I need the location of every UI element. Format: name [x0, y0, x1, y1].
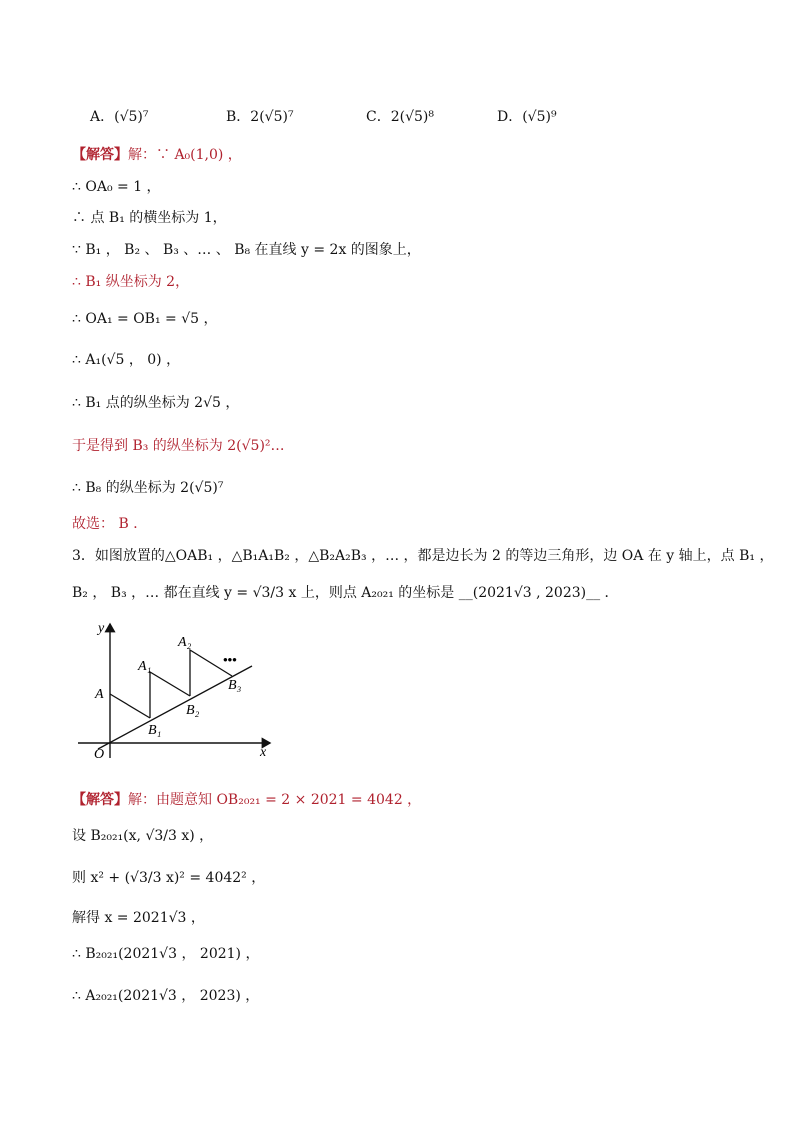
label-B3: B₃ — [228, 678, 242, 693]
question3-line-1: 3．如图放置的△OAB₁ ，△B₁A₁B₂ ，△B₂A₂B₃ ，… ，都是边长为 2 的等边三角形，边 OA 在 y 轴上，点 B₁ ， — [72, 548, 774, 564]
triangle-1-edge — [110, 694, 150, 718]
solution3-line-0: 【解答】解：由题意知 OB₂₀₂₁ = 2 × 2021 = 4042 ， — [72, 792, 422, 808]
label-B1: B₁ — [148, 723, 162, 738]
continuation-dots: ••• — [223, 652, 237, 667]
option-a: A．(√5)⁷ — [90, 109, 149, 125]
solution1-line-4: ∴ B₁ 纵坐标为 2， — [72, 274, 190, 290]
option-d: D．(√5)⁹ — [497, 109, 557, 125]
label-A: A — [95, 687, 104, 702]
solution1-line-3: ∵ B₁ ， B₂ 、 B₃ 、… 、 B₈ 在直线 y = 2x 的图象上， — [72, 242, 421, 258]
option-b: B．2(√5)⁷ — [226, 109, 294, 125]
equilateral-triangles-diagram — [70, 616, 280, 761]
solution1-line-5: ∴ OA₁ = OB₁ = √5 ， — [72, 311, 218, 327]
solution1-line-10: 故选： B ． — [72, 516, 148, 532]
solution3-line-3: 解得 x = 2021√3 ， — [72, 910, 205, 926]
solution1-line-2: ∴ 点 B₁ 的横坐标为 1， — [72, 210, 227, 226]
solution1-line-8: 于是得到 B₃ 的纵坐标为 2(√5)²… — [72, 438, 285, 454]
solution1-line-7: ∴ B₁ 点的纵坐标为 2√5 ， — [72, 395, 240, 411]
solution1-line-9: ∴ B₈ 的纵坐标为 2(√5)⁷ — [72, 480, 224, 496]
label-y: y — [98, 621, 105, 636]
question3-line-2: B₂ ， B₃ ，… 都在直线 y = √3/3 x 上，则点 A₂₀₂₁ 的坐标是 __(2021√3 , 2023)__ ． — [72, 585, 619, 601]
solution3-line-5: ∴ A₂₀₂₁(2021√3 ， 2023) ， — [72, 988, 260, 1004]
label-B2: B₂ — [186, 703, 200, 718]
label-A2: A₂ — [178, 635, 192, 650]
solution1-line-0: 【解答】解：∵ A₀(1,0) ， — [72, 147, 242, 163]
solution3-line-2: 则 x² + (√3/3 x)² = 4042² ， — [72, 870, 266, 886]
solution3-heading: 【解答】 — [72, 792, 128, 808]
solution3-line-4: ∴ B₂₀₂₁(2021√3 ， 2021) ， — [72, 946, 260, 962]
solution3-line-1: 设 B₂₀₂₁(x, √3/3 x) ， — [72, 828, 214, 844]
label-A1: A₁ — [138, 659, 152, 674]
solution-heading: 【解答】 — [72, 147, 128, 163]
label-x: x — [260, 745, 267, 760]
label-O: O — [94, 747, 105, 761]
solution1-line-1: ∴ OA₀ = 1 ， — [72, 179, 161, 195]
option-c: C．2(√5)⁸ — [366, 109, 434, 125]
triangle-2-edges — [150, 672, 190, 718]
solution1-line-6: ∴ A₁(√5 ， 0) ， — [72, 352, 181, 368]
